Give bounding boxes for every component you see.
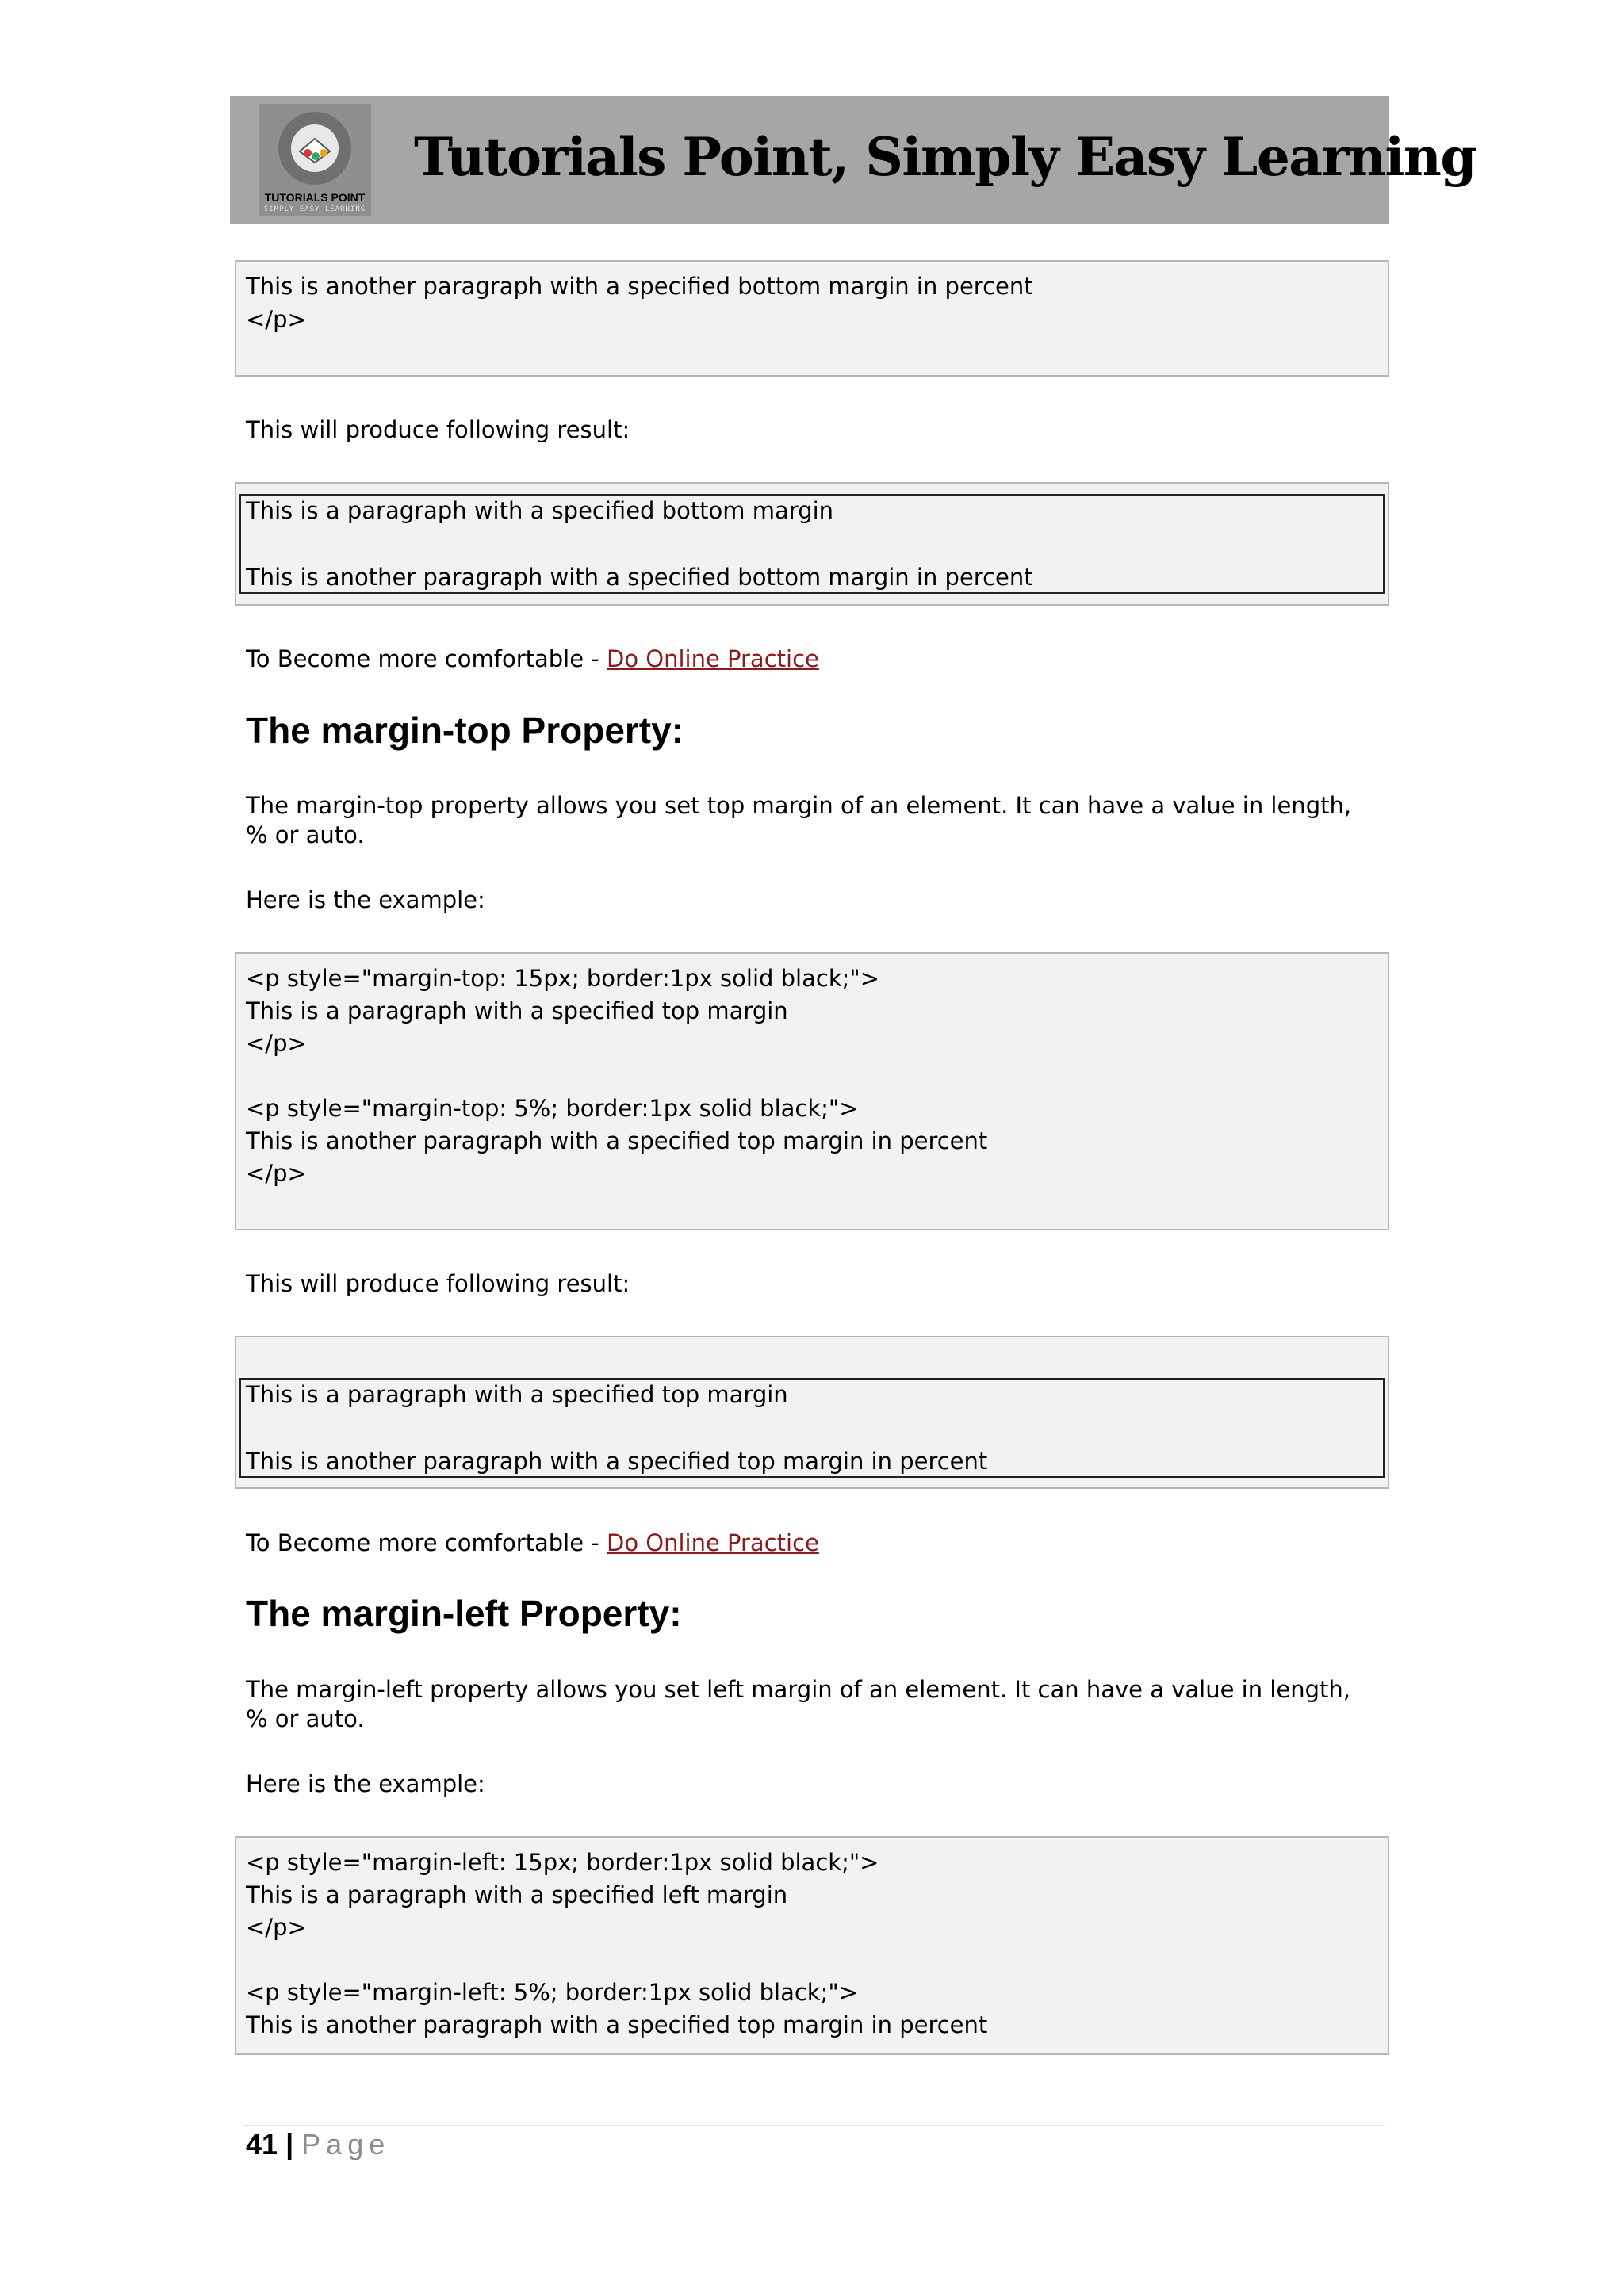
code-line: This is a paragraph with a specified left margin xyxy=(246,1881,788,1908)
result-line: This is another paragraph with a specified bottom margin in percent xyxy=(246,564,1033,591)
code-line: This is another paragraph with a specified top margin in percent xyxy=(246,1127,988,1154)
code-line: </p> xyxy=(246,1160,307,1187)
practice-prefix: To Become more comfortable - xyxy=(246,645,607,672)
header-title: Tutorials Point, Simply Easy Learning xyxy=(414,126,1477,188)
page-header xyxy=(230,96,1477,224)
code-line: <p style="margin-left: 15px; border:1px solid black;"> xyxy=(246,1849,879,1876)
code-line: </p> xyxy=(246,306,307,333)
page-number: 41 xyxy=(246,2128,278,2160)
code-line: This is another paragraph with a specified top margin in percent xyxy=(246,2011,988,2038)
body-text: The margin-left property allows you set left margin of an element. It can have a value in length, xyxy=(246,1676,1350,1703)
body-text: The margin-top property allows you set top margin of an element. It can have a value in length, xyxy=(246,792,1352,819)
page-separator: | xyxy=(285,2128,294,2160)
section-heading-margin-top: The margin-top Property: xyxy=(246,710,684,751)
practice-line xyxy=(246,1527,819,1559)
section-heading-margin-left: The margin-left Property: xyxy=(246,1593,682,1634)
footer-divider xyxy=(243,2125,1385,2126)
code-line: This is a paragraph with a specified top margin xyxy=(246,997,788,1024)
body-text: This will produce following result: xyxy=(246,1270,630,1297)
page-footer xyxy=(246,2128,390,2161)
online-practice-link[interactable]: Do Online Practice xyxy=(606,645,819,672)
logo-name: TUTORIALS POINT xyxy=(264,191,366,204)
body-text: Here is the example: xyxy=(246,886,485,913)
practice-prefix: To Become more comfortable - xyxy=(246,1529,607,1556)
code-line: <p style="margin-top: 5%; border:1px solid black;"> xyxy=(246,1095,859,1122)
code-line: </p> xyxy=(246,1914,307,1941)
body-text: % or auto. xyxy=(246,1705,365,1732)
body-text: This will produce following result: xyxy=(246,416,630,443)
result-line: This is another paragraph with a specified top margin in percent xyxy=(246,1448,988,1475)
logo-tagline: SIMPLY EASY LEARNING xyxy=(263,205,366,213)
code-line: This is another paragraph with a specified bottom margin in percent xyxy=(246,273,1033,300)
code-line: </p> xyxy=(246,1030,307,1057)
code-line: <p style="margin-left: 5%; border:1px solid black;"> xyxy=(246,1979,859,2006)
result-line: This is a paragraph with a specified bottom margin xyxy=(246,497,834,524)
page-label: Page xyxy=(301,2128,391,2160)
body-text: Here is the example: xyxy=(246,1770,485,1797)
practice-line xyxy=(246,643,819,675)
online-practice-link[interactable]: Do Online Practice xyxy=(606,1529,819,1556)
code-line: <p style="margin-top: 15px; border:1px solid black;"> xyxy=(246,965,880,992)
result-line: This is a paragraph with a specified top margin xyxy=(246,1381,788,1408)
body-text: % or auto. xyxy=(246,821,365,848)
tutorials-point-logo xyxy=(259,104,371,216)
